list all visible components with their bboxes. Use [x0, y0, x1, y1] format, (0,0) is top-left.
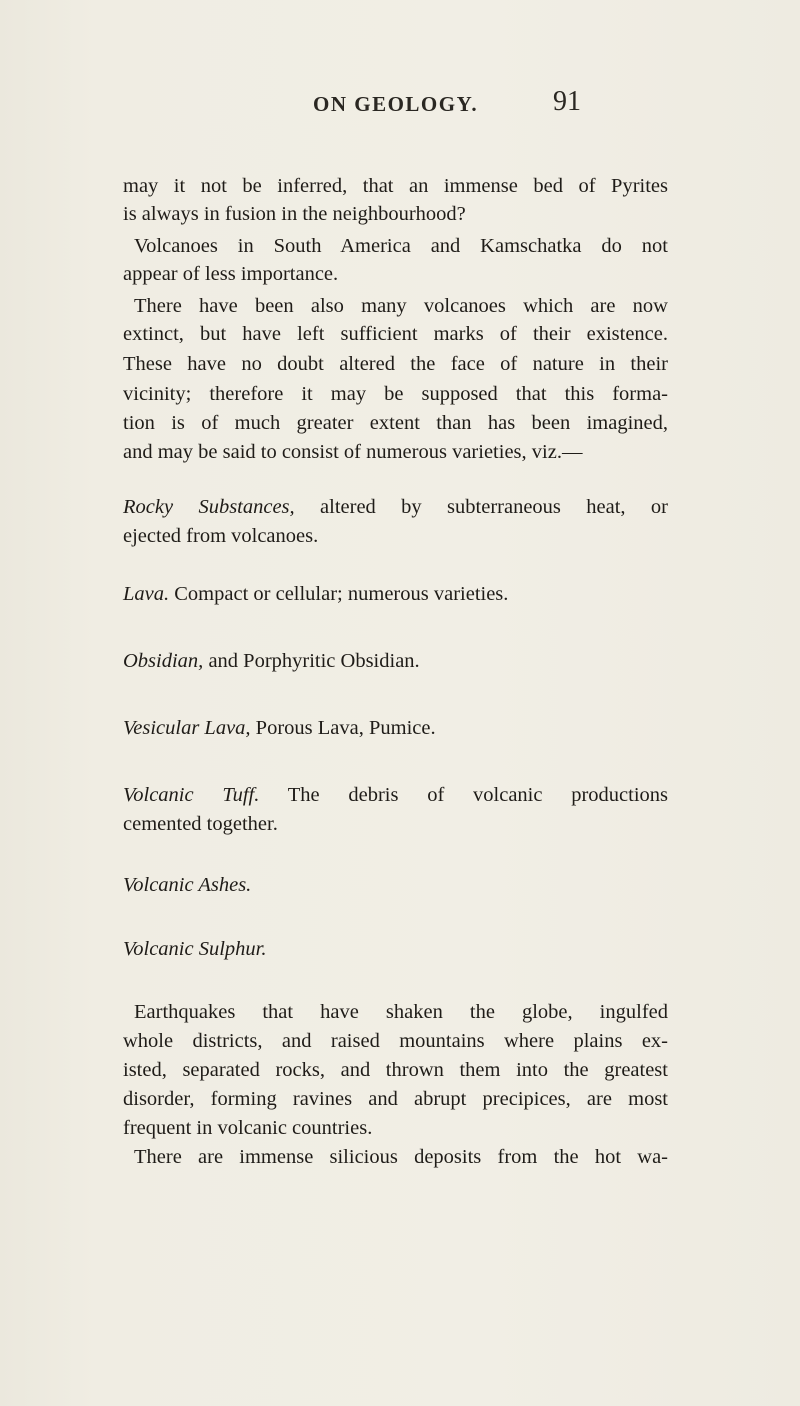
entry-term: Rocky Substances,	[123, 496, 295, 518]
entry-volcanic-sulphur: Volcanic Sulphur.	[123, 938, 267, 960]
text-line: tion is of much greater extent than has been imagined,	[123, 412, 668, 434]
text-line: is always in fusion in the neighbourhood?	[123, 203, 466, 225]
entry-volcanic-tuff	[123, 785, 668, 806]
text-line: extinct, but have left sufficient marks of their existence.	[123, 323, 668, 345]
entry-term: Volcanic Tuff.	[123, 784, 260, 806]
running-head: ON GEOLOGY.	[313, 92, 479, 116]
entry-lava	[123, 584, 508, 605]
text-line: ejected from volcanoes.	[123, 525, 319, 547]
entry-volcanic-ashes: Volcanic Ashes.	[123, 874, 252, 896]
text-line: whole districts, and raised mountains where plains ex-	[123, 1030, 668, 1052]
entry-vesicular-lava	[123, 718, 436, 739]
page-header	[0, 86, 800, 126]
text-line: There have been also many volcanoes which are now	[134, 295, 668, 317]
entry-description: The debris of volcanic productions	[287, 784, 668, 806]
page-number: 91	[553, 86, 581, 117]
entry-description: altered by subterraneous heat, or	[320, 496, 668, 518]
text-line: Volcanoes in South America and Kamschatka do not	[134, 235, 668, 257]
entry-description: and Porphyritic Obsidian.	[208, 650, 420, 672]
text-line: Earthquakes that have shaken the globe, ingulfed	[134, 1001, 668, 1023]
text-line: appear of less importance.	[123, 263, 339, 285]
entry-description: Compact or cellular; numerous varieties.	[174, 583, 509, 605]
entry-term: Obsidian,	[123, 650, 204, 672]
text-line: may it not be inferred, that an immense bed of Pyrites	[123, 175, 668, 197]
text-line: disorder, forming ravines and abrupt precipices, are most	[123, 1088, 668, 1110]
text-line: cemented together.	[123, 813, 278, 835]
text-line: and may be said to consist of numerous varieties, viz.—	[123, 441, 583, 463]
entry-rocky-substances	[123, 497, 668, 518]
entry-term: Lava.	[123, 583, 170, 605]
text-line: These have no doubt altered the face of nature in their	[123, 353, 668, 375]
entry-obsidian	[123, 651, 420, 672]
text-line: isted, separated rocks, and thrown them into the greatest	[123, 1059, 668, 1081]
text-line: There are immense silicious deposits from the hot wa-	[134, 1146, 668, 1168]
text-line: vicinity; therefore it may be supposed that this forma-	[123, 383, 668, 405]
entry-description: Porous Lava, Pumice.	[255, 717, 436, 739]
entry-term: Vesicular Lava,	[123, 717, 251, 739]
text-line: frequent in volcanic countries.	[123, 1117, 373, 1139]
